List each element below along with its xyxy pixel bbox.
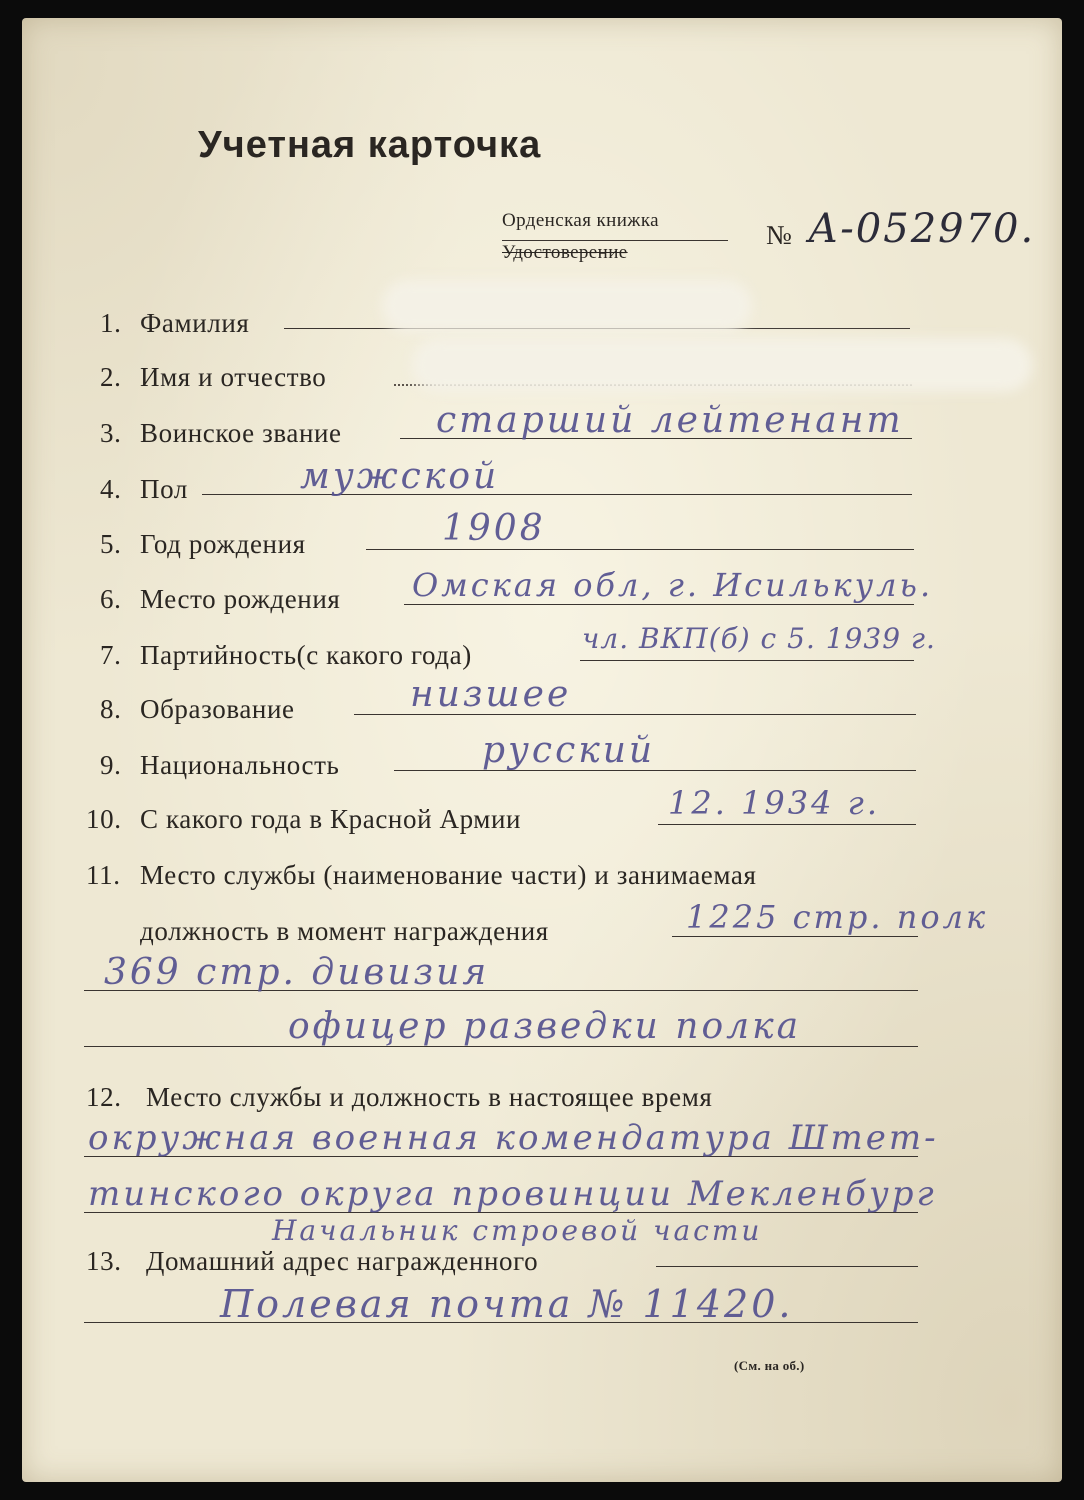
field-10-number: 10. xyxy=(86,804,122,834)
footnote: (См. на об.) xyxy=(734,1358,805,1373)
field-7-value: чл. ВКП(б) с 5. 1939 г. xyxy=(582,622,936,655)
field-6-value: Омская обл, г. Исилькуль. xyxy=(412,566,934,604)
field-13-value: Полевая почта № 11420. xyxy=(220,1282,794,1326)
field-11-line-1 xyxy=(672,936,918,937)
field-10-value: 12. 1934 г. xyxy=(668,784,881,822)
field-12-number: 12. xyxy=(86,1082,122,1112)
field-4-value: мужской xyxy=(300,456,500,497)
field-11-number: 11. xyxy=(86,860,121,890)
field-4-label: Пол xyxy=(140,474,188,504)
field-11-value-line1: 1225 стр. полк xyxy=(686,898,989,936)
order-book-number: А-052970. xyxy=(808,206,1036,252)
field-13-label: Домашний адрес награжденного xyxy=(146,1246,539,1276)
field-1-label: Фамилия xyxy=(140,308,250,338)
field-4-number: 4. xyxy=(100,474,122,504)
field-2-label: Имя и отчество xyxy=(140,362,327,392)
field-12-value-line1: окружная военная комендатура Штет- xyxy=(88,1118,939,1158)
field-6-label: Место рождения xyxy=(140,584,341,614)
field-11-value-line2: 369 стр. дивизия xyxy=(104,952,490,993)
field-6-number: 6. xyxy=(100,584,122,614)
field-12-value-line2: тинского округа провинции Мекленбург xyxy=(88,1174,937,1214)
field-13-number: 13. xyxy=(86,1246,122,1276)
field-9-label: Национальность xyxy=(140,750,340,780)
field-5-number: 5. xyxy=(100,529,122,559)
field-13-line-1 xyxy=(656,1266,918,1267)
field-12-label: Место службы и должность в настоящее время xyxy=(146,1082,713,1112)
field-11-label-line2: должность в момент награждения xyxy=(140,916,549,946)
field-7-line xyxy=(580,660,914,661)
field-5-value: 1908 xyxy=(442,508,546,549)
record-card xyxy=(22,18,1062,1482)
field-9-number: 9. xyxy=(100,750,122,780)
card-title: Учетная карточка xyxy=(198,124,542,166)
number-label: № xyxy=(766,220,793,250)
doc-type-order-book: Орденская книжка xyxy=(502,210,660,231)
field-3-value: старший лейтенант xyxy=(436,400,904,441)
field-6-line xyxy=(404,604,914,605)
field-1-number: 1. xyxy=(100,308,122,338)
field-7-label: Партийность(с какого года) xyxy=(140,640,472,670)
doc-type-certificate-struck: Удостоверение xyxy=(502,242,628,263)
field-3-number: 3. xyxy=(100,418,122,448)
redaction-surname xyxy=(382,280,752,332)
field-8-label: Образование xyxy=(140,694,295,724)
field-9-value: русский xyxy=(482,730,656,771)
field-11-value-line3: офицер разведки полка xyxy=(288,1006,802,1047)
field-8-value: низшее xyxy=(410,674,572,715)
field-10-label: С какого года в Красной Армии xyxy=(140,804,522,834)
field-8-number: 8. xyxy=(100,694,122,724)
doc-type-divider xyxy=(502,240,728,241)
field-7-number: 7. xyxy=(100,640,122,670)
field-5-line xyxy=(366,549,914,550)
field-3-label: Воинское звание xyxy=(140,418,342,448)
field-5-label: Год рождения xyxy=(140,529,306,559)
redaction-name xyxy=(412,338,1032,392)
field-12-value-line3: Начальник строевой части xyxy=(272,1214,763,1247)
field-10-line xyxy=(658,824,916,825)
field-11-label-line1: Место службы (наименование части) и занимаемая xyxy=(140,860,757,890)
field-2-number: 2. xyxy=(100,362,122,392)
